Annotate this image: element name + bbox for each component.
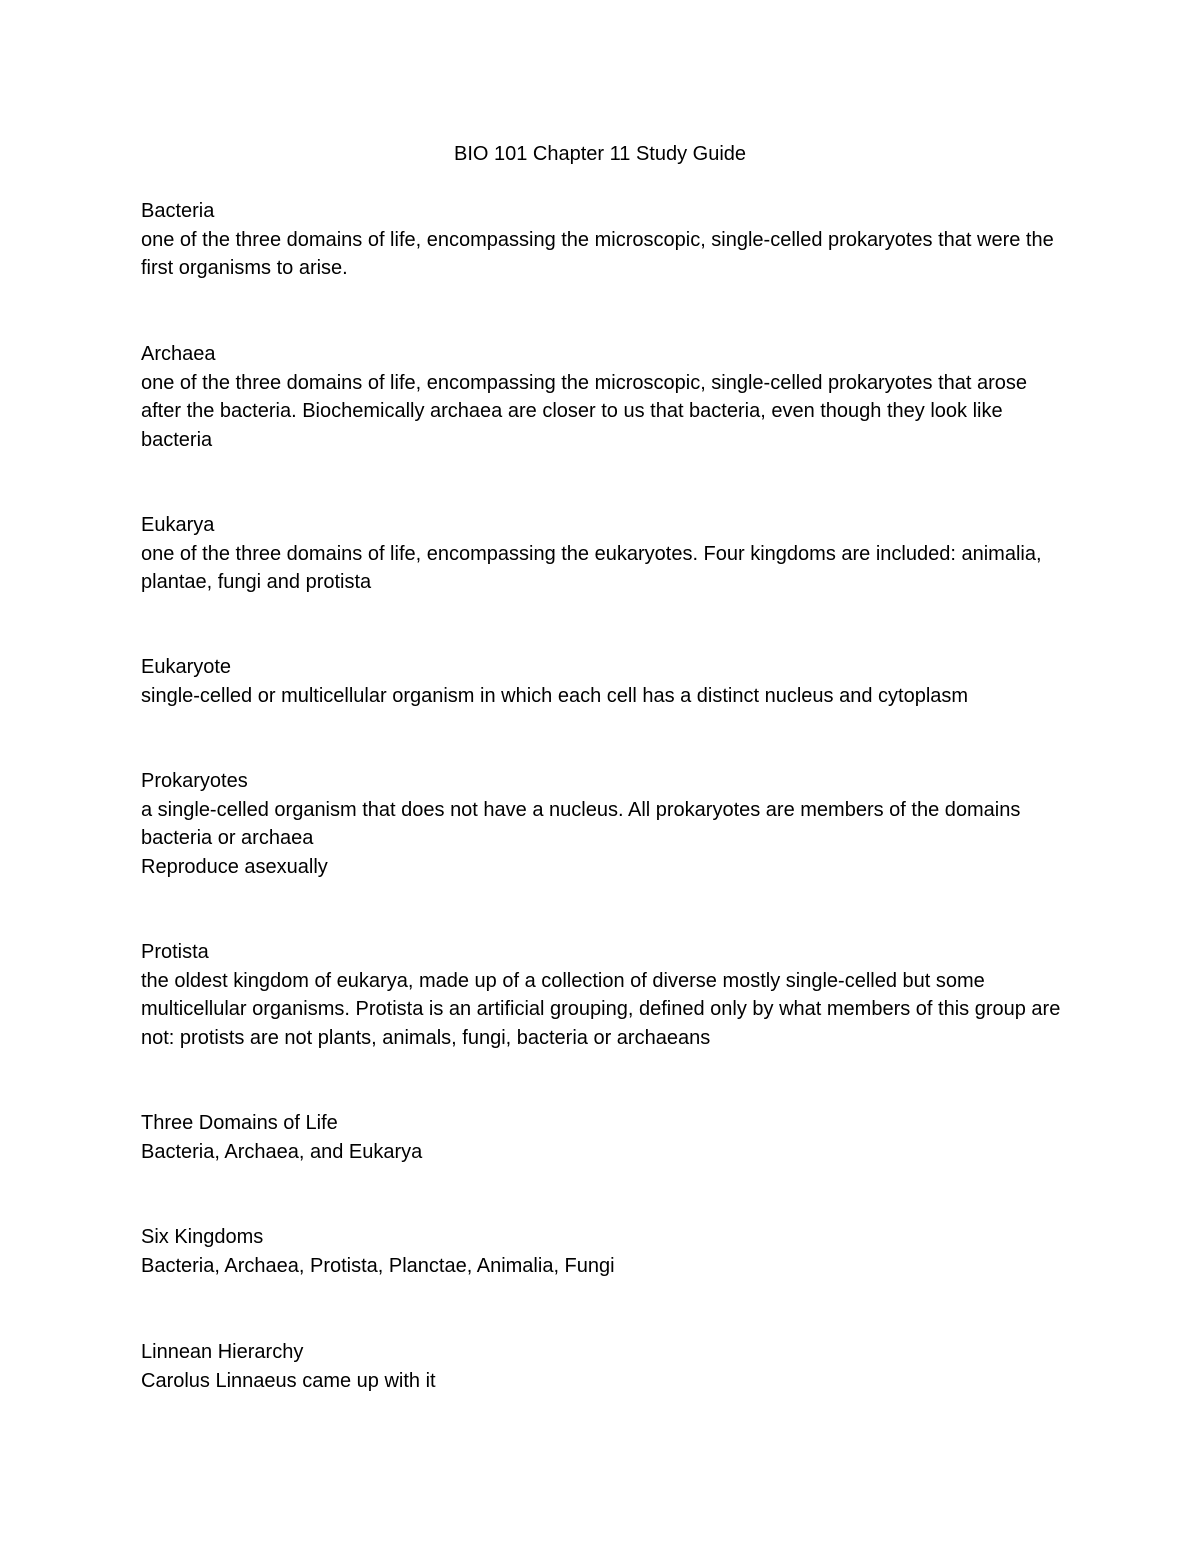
entry-term: Six Kingdoms [141, 1226, 264, 1248]
entry-term: Prokaryotes [141, 770, 248, 792]
entry-term: Eukaryote [141, 656, 232, 678]
entry-term: Protista [141, 941, 209, 963]
entry-term: Eukarya [141, 514, 215, 536]
entry-definition: one of the three domains of life, encompassing the microscopic, single-celled prokaryotes that arose after the bacteria. Biochemically archaea are closer to us that bacteria, even though they look like bacteria [141, 371, 1028, 451]
document-title: BIO 101 Chapter 11 Study Guide [453, 143, 747, 165]
entry-eukaryote [141, 653, 1071, 710]
entry-definition: Carolus Linnaeus came up with it [141, 1369, 436, 1392]
entry-archaea [141, 340, 1071, 454]
entry-definition: Bacteria, Archaea, Protista, Planctae, Animalia, Fungi [141, 1254, 615, 1277]
entry-note: Reproduce asexually [141, 855, 328, 878]
entry-definition: one of the three domains of life, encompassing the eukaryotes. Four kingdoms are included: animalia, plantae, fungi and protista [141, 542, 1042, 593]
entry-three-domains [141, 1109, 1071, 1166]
entry-definition: a single-celled organism that does not have a nucleus. All prokaryotes are members of the domains bacteria or archaea [141, 798, 1021, 849]
entry-prokaryotes [141, 767, 1071, 881]
entry-bacteria [141, 197, 1071, 283]
entry-term: Bacteria [141, 200, 215, 222]
entry-term: Archaea [141, 343, 216, 365]
entry-linnean-hierarchy [141, 1338, 1071, 1395]
entry-definition: single-celled or multicellular organism in which each cell has a distinct nucleus and cytoplasm [141, 684, 969, 707]
entry-six-kingdoms [141, 1223, 1071, 1280]
entry-definition: one of the three domains of life, encompassing the microscopic, single-celled prokaryotes that were the first organisms to arise. [141, 228, 1054, 279]
entry-protista [141, 938, 1071, 1052]
entry-definition: Bacteria, Archaea, and Eukarya [141, 1140, 423, 1163]
entry-term: Linnean Hierarchy [141, 1341, 304, 1363]
entry-term: Three Domains of Life [141, 1112, 338, 1134]
entry-eukarya [141, 511, 1071, 597]
entry-definition: the oldest kingdom of eukarya, made up of a collection of diverse mostly single-celled but some multicellular organisms. Protista is an artificial grouping, defined only by what members of this group are not: protists are not plants, animals, fungi, bacteria or archaeans [141, 969, 1061, 1049]
